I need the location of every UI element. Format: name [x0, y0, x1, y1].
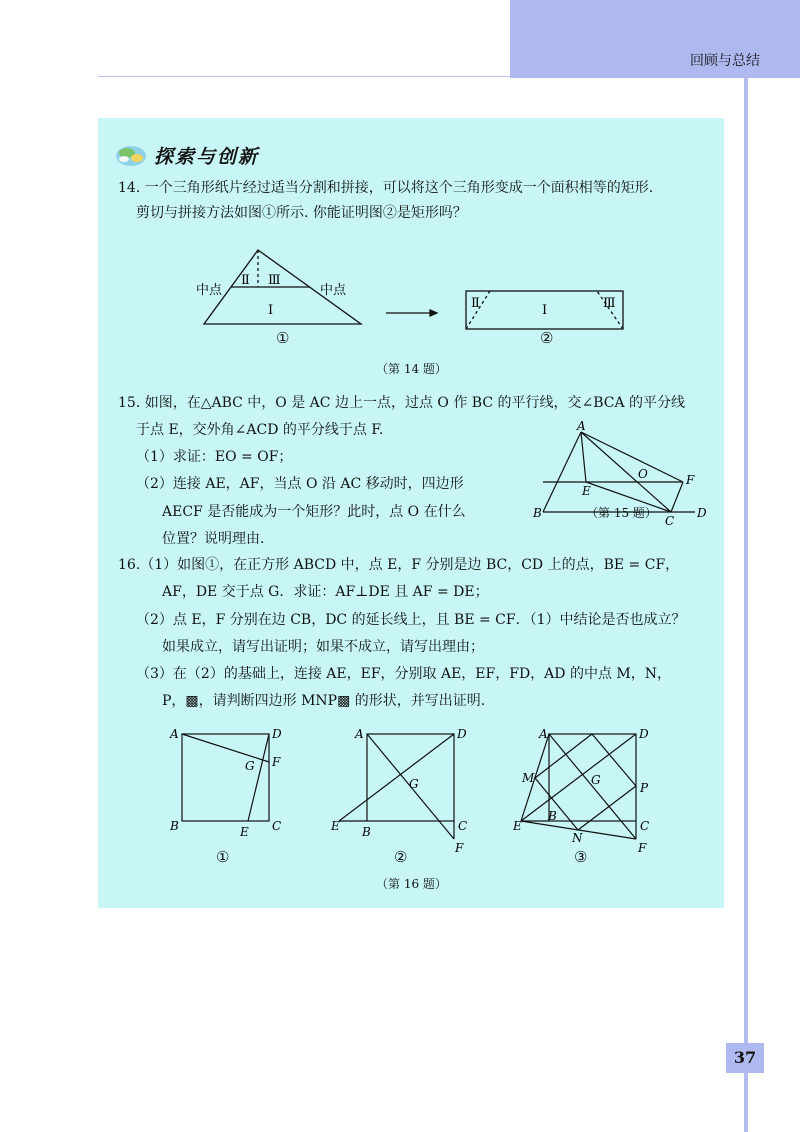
- p16-fig3-label-P: P: [640, 781, 649, 795]
- header-rule: [98, 76, 510, 77]
- page-number: 37: [726, 1043, 764, 1073]
- p15-segment-AE: [581, 432, 586, 482]
- section-title: 探索与创新: [154, 145, 260, 168]
- p16-caption: （第 16 题）: [376, 877, 447, 891]
- side-rule: [744, 78, 748, 1132]
- p16-fig1-label-E: E: [240, 825, 249, 839]
- p16-fig3-label-M: M: [522, 771, 535, 785]
- p16-line-5: （3）在（2）的基础上，连接 AE，EF，分别取 AE，EF，FD，AD 的中点 M，N，: [136, 666, 671, 682]
- p15-label-F: F: [686, 473, 695, 487]
- p16-fig3-label-F: F: [638, 841, 647, 855]
- p16-fig1-label-A: A: [170, 727, 179, 741]
- section-header: [112, 140, 259, 170]
- p14-arrow-head: [430, 310, 437, 316]
- p15-bisector-CF: [671, 482, 683, 512]
- p16-fig1-label-C: C: [272, 819, 282, 833]
- p14-label-III: Ⅲ: [268, 273, 281, 288]
- p16-fig3-label-N: N: [572, 831, 583, 845]
- p14-label-rect-III: Ⅲ: [603, 296, 616, 311]
- p16-fig1-label-G: G: [245, 759, 255, 773]
- p15-line-1: 15. 如图，在△ABC 中，O 是 AC 边上一点，过点 O 作 BC 的平行线，交∠BCA 的平分线: [118, 395, 686, 411]
- p16-fig2-label-A: A: [355, 727, 364, 741]
- p16-line-6: P，▩，请判断四边形 MNP▩ 的形状，并写出证明.: [162, 693, 486, 709]
- p15-label-B: B: [533, 506, 542, 520]
- p16-fig1-label-D: D: [272, 727, 282, 741]
- p14-label-mid-left: 中点: [196, 283, 223, 298]
- p16-fig3-caption: ③: [574, 848, 588, 866]
- p15-line-2: 于点 E，交外角∠ACD 的平分线于点 F.: [136, 422, 384, 438]
- header-tab: [510, 0, 800, 78]
- p16-line-3: （2）点 E，F 分别在边 CB，DC 的延长线上，且 BE = CF．（1）中结论是否也成立？: [136, 612, 686, 628]
- p15-label-C: C: [665, 514, 675, 525]
- p15-segment-AF: [581, 432, 683, 482]
- p16-fig3-label-G: G: [591, 773, 601, 787]
- p14-label-rect-I: Ⅰ: [542, 303, 548, 318]
- p16-fig3-label-D: D: [639, 727, 649, 741]
- p16-fig3-DE: [521, 734, 636, 821]
- p15-label-A: A: [577, 420, 586, 433]
- p14-fig1-caption: ①: [276, 329, 290, 347]
- p15-label-D: D: [697, 506, 707, 520]
- p14-caption: （第 14 题）: [376, 362, 447, 376]
- p16-fig2-label-D: D: [457, 727, 467, 741]
- p15-line-4: （2）连接 AE，AF，当点 O 沿 AC 移动时，四边形: [136, 476, 464, 492]
- p16-fig2-label-B: B: [362, 825, 371, 839]
- p16-fig3-label-B: B: [548, 809, 557, 823]
- p15-side-AB: [543, 432, 581, 512]
- p16-fig3-label-A: A: [539, 727, 548, 741]
- p14-figure: [188, 242, 638, 352]
- p15-line-3: （1）求证：EO = OF；: [136, 449, 293, 465]
- p16-fig2-DE: [339, 734, 454, 821]
- p16-fig3-label-C: C: [640, 819, 650, 833]
- p15-caption: （第 15 题）: [586, 506, 657, 520]
- p14-label-mid-right: 中点: [320, 283, 347, 298]
- p15-side-AC: [581, 432, 671, 512]
- p14-fig2-caption: ②: [540, 329, 554, 347]
- p16-fig3-label-E: E: [513, 819, 522, 833]
- p16-line-2: AF，DE 交于点 G．求证：AF⊥DE 且 AF = DE；: [162, 584, 489, 600]
- p14-label-I: Ⅰ: [268, 303, 274, 318]
- p14-line-1: 14. 一个三角形纸片经过适当分割和拼接，可以将这个三角形变成一个面积相等的矩形.: [118, 180, 654, 196]
- p15-line-5: AECF 是否能成为一个矩形？此时，点 O 在什么: [162, 504, 466, 520]
- p16-fig2-label-C: C: [458, 819, 468, 833]
- p16-line-1: 16.（1）如图①，在正方形 ABCD 中，点 E，F 分别是边 BC，CD 上的点，BE = CF，: [118, 557, 680, 573]
- p16-fig1-AF: [182, 734, 269, 762]
- p16-fig1-label-F: F: [272, 755, 281, 769]
- p16-fig2-label-F: F: [455, 841, 464, 855]
- p15-line-6: 位置？说明理由.: [162, 531, 265, 547]
- p14-label-rect-II: Ⅱ: [471, 296, 480, 311]
- p15-label-O: O: [638, 467, 648, 481]
- p16-fig2-label-E: E: [331, 819, 340, 833]
- explore-panel: [98, 118, 724, 908]
- p16-fig1-DE: [248, 734, 269, 821]
- header-title: 回顾与总结: [690, 53, 760, 69]
- p15-label-E: E: [582, 484, 591, 498]
- p16-fig1-square: [182, 734, 269, 821]
- p16-fig2-caption: ②: [394, 848, 408, 866]
- p16-fig1-label-B: B: [170, 819, 179, 833]
- p14-label-II: Ⅱ: [241, 273, 250, 288]
- p16-line-4: 如果成立，请写出证明；如果不成立，请写出理由；: [162, 639, 484, 655]
- p16-fig2-label-G: G: [409, 777, 419, 791]
- globe-icon: [112, 140, 150, 170]
- p16-fig1-caption: ①: [216, 848, 230, 866]
- p14-line-2: 剪切与拼接方法如图①所示. 你能证明图②是矩形吗？: [136, 205, 467, 221]
- p16-figures: [162, 724, 682, 874]
